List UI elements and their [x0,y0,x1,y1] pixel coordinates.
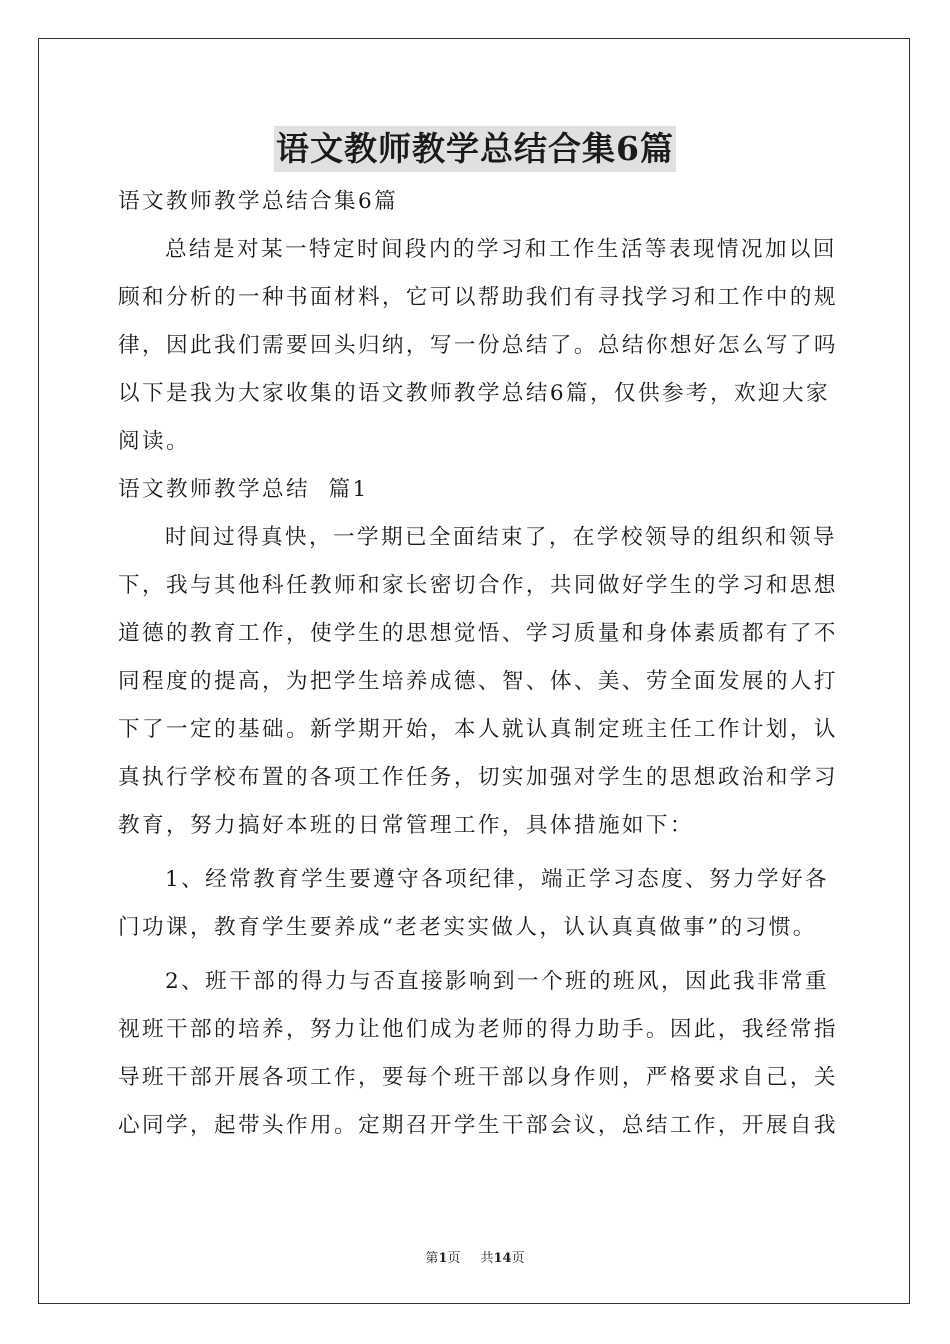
section-heading: 语文教师教学总结 篇1 [118,477,369,502]
text-line: 顾和分析的一种书面材料，它可以帮助我们有寻找学习和工作中的规 [118,285,838,310]
text-line: 总结是对某一特定时间段内的学习和工作生活等表现情况加以回 [165,237,837,262]
text-line: 视班干部的培养，努力让他们成为老师的得力助手。因此，我经常指 [118,1017,838,1042]
document-title: 语文教师教学总结合集6篇 [274,126,676,172]
text-line: 下了一定的基础。新学期开始，本人就认真制定班主任工作计划，认 [118,717,838,742]
intro-paragraph [118,226,838,466]
text-line: 律，因此我们需要回头归纳，写一份总结了。总结你想好怎么写了吗 [118,333,838,358]
text-line: 1、经常教育学生要遵守各项纪律，端正学习态度、努力学好各 [165,867,829,892]
page-suffix: 页 [447,1251,461,1266]
page-current: 1 [438,1251,448,1266]
document-subtitle: 语文教师教学总结合集6篇 [118,189,399,214]
text-line: 道德的教育工作，使学生的思想觉悟、学习质量和身体素质都有了不 [118,621,838,646]
document-body [118,178,838,1150]
text-line: 门功课，教育学生要养成“老老实实做人，认认真真做事”的习惯。 [118,915,817,940]
total-suffix: 页 [511,1251,525,1266]
text-line: 同程度的提高，为把学生培养成德、智、体、美、劳全面发展的人打 [118,669,838,694]
text-line: 以下是我为大家收集的语文教师教学总结6篇，仅供参考，欢迎大家 [118,381,830,406]
text-line: 心同学，起带头作用。定期召开学生干部会议，总结工作，开展自我 [118,1113,838,1138]
text-line: 时间过得真快，一学期已全面结束了，在学校领导的组织和领导 [165,525,837,550]
list-item-1 [118,856,834,952]
text-line: 教育，努力搞好本班的日常管理工作，具体措施如下： [118,813,694,838]
page-prefix: 第 [425,1251,439,1266]
text-line: 导班干部开展各项工作，要每个班干部以身作则，严格要求自己，关 [118,1065,838,1090]
list-item-2 [118,958,838,1150]
total-prefix: 共 [480,1251,494,1266]
text-line: 真执行学校布置的各项工作任务，切实加强对学生的思想政治和学习 [118,765,838,790]
title-area [0,126,950,172]
text-line: 阅读。 [118,429,190,454]
text-line: 2、班干部的得力与否直接影响到一个班的班风，因此我非常重 [165,969,829,994]
page-total: 14 [493,1251,512,1266]
text-line: 下，我与其他科任教师和家长密切合作，共同做好学生的学习和思想 [118,573,838,598]
page-footer [0,1247,950,1266]
section-paragraph [118,514,838,850]
